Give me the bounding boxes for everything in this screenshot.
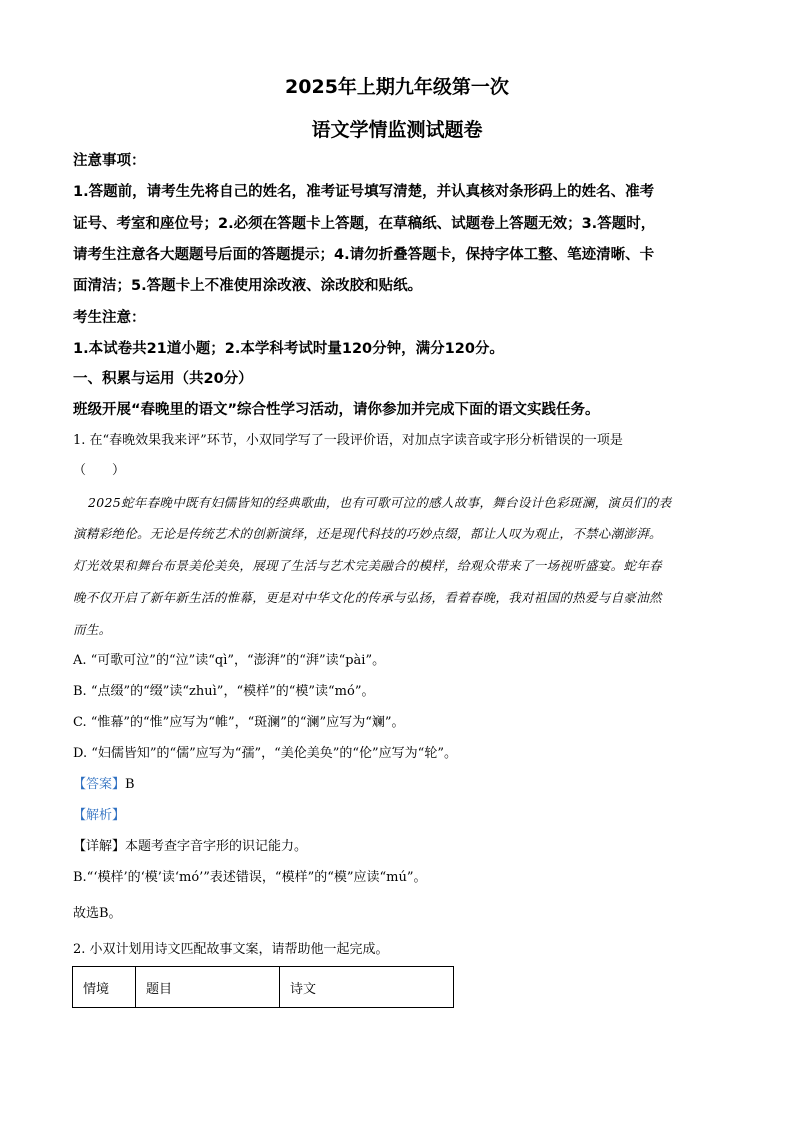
table-header-cell: 题目	[136, 967, 280, 1008]
notice-line: 面清洁；5.答题卡上不准使用涂改液、涂改胶和贴纸。	[73, 278, 423, 294]
exam-note-line: 1.本试卷共21道小题；2.本学科考试时量120分钟，满分120分。	[73, 341, 504, 357]
q1-option-c: C. “惟幕”的“惟”应写为“帷”，“斑澜”的“澜”应写为“斓”。	[73, 715, 405, 730]
title-line-2: 语文学情监测试题卷	[311, 119, 483, 141]
q1-answer	[73, 775, 733, 795]
q1-passage-line: 灯光效果和舞台布景美伦美奂，展现了生活与艺术完美融合的模样，给观众带来了一场视听盛宴。蛇年春	[73, 558, 662, 573]
activity-line: 班级开展“春晚里的语文”综合性学习活动，请你参加并完成下面的语文实践任务。	[73, 402, 600, 418]
q1-passage-line: 而生。	[73, 622, 112, 637]
q1-passage-line: 晚不仅开启了新年新生活的惟幕，更是对中华文化的传承与弘扬，看着春晚，我对祖国的热爱与自豪油然	[73, 590, 662, 605]
q2-table	[72, 966, 454, 1008]
q1-option-b: B. “点缀”的“缀”读“zhuì”，“模样”的“模”读“mó”。	[73, 684, 375, 699]
notice-line: 证号、考室和座位号；2.必须在答题卡上答题，在草稿纸、试题卷上答题无效；3.答题时，	[73, 216, 656, 232]
q1-explain: B.“‘模样’的‘模’读‘mó’”表述错误，“模样”的“模”应读“mú”。	[73, 870, 427, 885]
analysis-tag: 【解析】	[73, 808, 126, 823]
q1-passage-line: 2025蛇年春晚中既有妇儒皆知的经典歌曲，也有可歌可泣的感人故事，舞台设计色彩斑澜，演员们的表	[88, 495, 672, 510]
notice-line: 1.答题前，请考生先将自己的姓名，准考证号填写清楚，并认真核对条形码上的姓名、准考	[73, 184, 655, 200]
q1-option-d: D. “妇儒皆知”的“儒”应写为“孺”，“美伦美奂”的“伦”应写为“轮”。	[73, 746, 457, 761]
q1-conclusion: 故选B。	[73, 906, 122, 921]
table-header-cell: 诗文	[280, 967, 454, 1008]
q1-detail	[73, 837, 733, 857]
table-header-cell: 情境	[73, 967, 136, 1008]
q1-stem-bracket: （ ）	[73, 463, 126, 478]
q1-option-a: A. “可歌可泣”的“泣”读“qì”，“澎湃”的“湃”读“pài”。	[73, 653, 386, 668]
exam-note-heading: 考生注意：	[73, 310, 146, 326]
detail-tag: 【详解】	[73, 839, 126, 854]
notice-line: 请考生注意各大题题号后面的答题提示；4.请勿折叠答题卡，保持字体工整、笔迹清晰、卡	[73, 247, 655, 263]
table-row	[73, 967, 454, 1008]
notice-heading: 注意事项：	[73, 153, 146, 169]
answer-value: B	[125, 777, 135, 792]
detail-text: 本题考查字音字形的识记能力。	[125, 839, 308, 854]
q2-stem: 2. 小双计划用诗文匹配故事文案，请帮助他一起完成。	[73, 942, 389, 957]
section-heading: 一、积累与运用（共20分）	[73, 371, 253, 387]
q1-stem: 1. 在“春晚效果我来评”环节，小双同学写了一段评价语，对加点字读音或字形分析错误的一项是	[73, 433, 623, 448]
answer-tag: 【答案】	[73, 777, 126, 792]
title-line-1: 2025年上期九年级第一次	[285, 76, 509, 98]
q1-passage-line: 演精彩绝伦。无论是传统艺术的创新演绎，还是现代科技的巧妙点缀，都让人叹为观止，不禁心潮澎湃。	[73, 526, 662, 541]
